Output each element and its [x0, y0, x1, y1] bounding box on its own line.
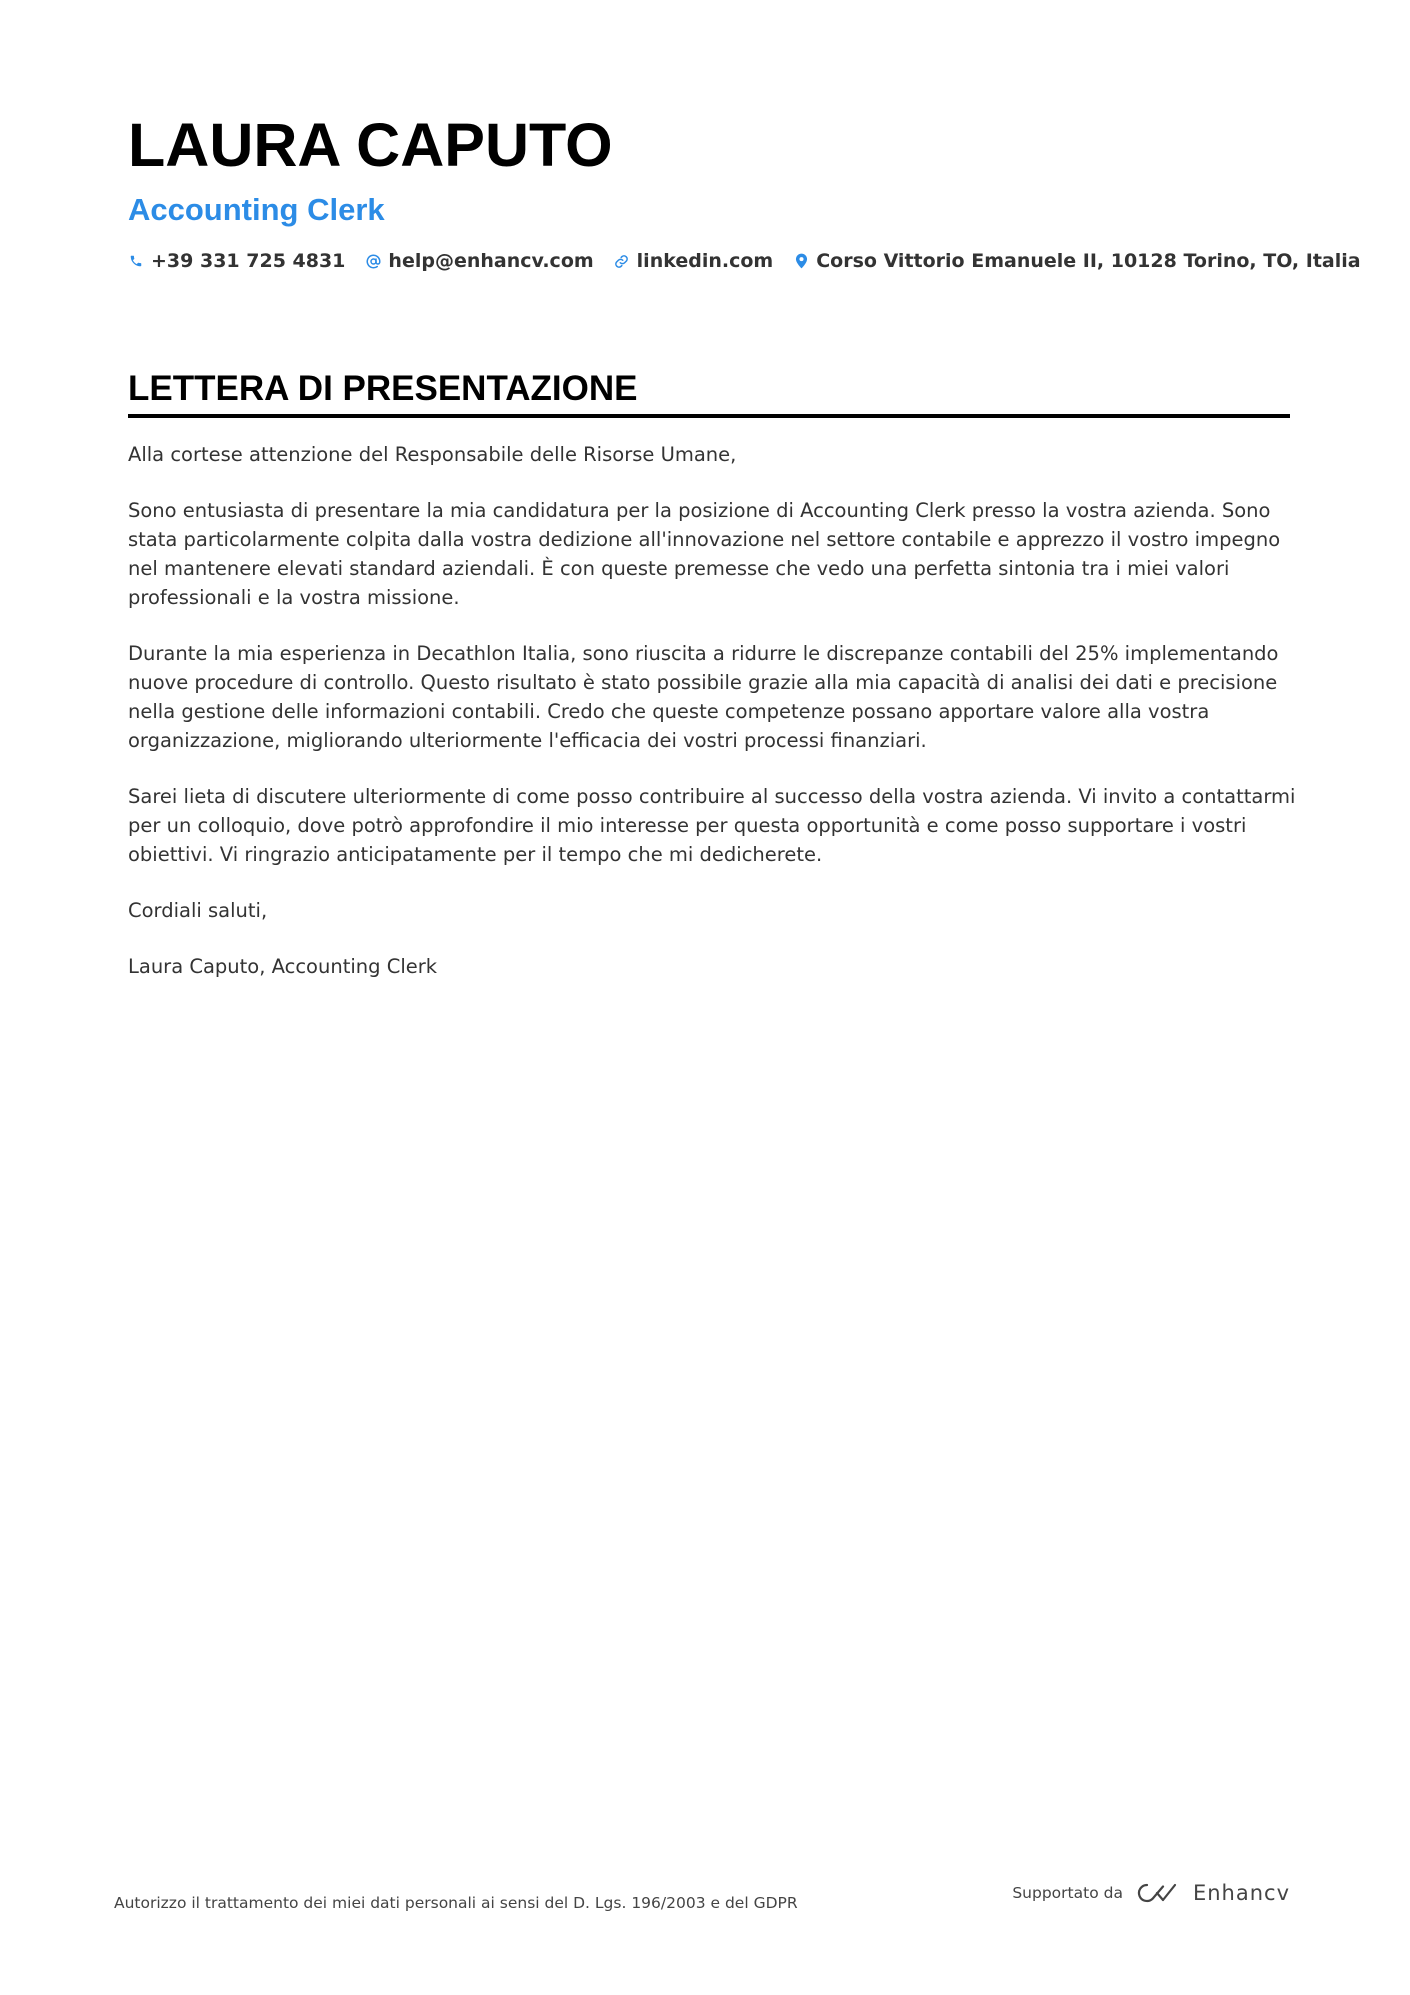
- contact-linkedin: [614, 250, 774, 272]
- candidate-name: LAURA CAPUTO: [128, 111, 613, 179]
- letter-salutation: Alla cortese attenzione del Responsabile delle Risorse Umane,: [128, 443, 737, 466]
- contact-address-text: Corso Vittorio Emanuele II, 10128 Torino, TO, Italia: [816, 250, 1361, 272]
- brand-name[interactable]: Enhancv: [1192, 1881, 1290, 1905]
- letter-paragraph: Sarei lieta di discutere ulteriormente di come posso contribuire al successo della vostra azienda. Vi invito a contattarmi per un colloquio, dove potrò approfondire il mio interesse per questa opportunità e come posso supportare i vostri obiettivi. Vi ringrazio anticipatamente per il tempo che mi dedicherete.: [128, 785, 1296, 866]
- link-icon: [614, 252, 630, 270]
- section-title: LETTERA DI PRESENTAZIONE: [128, 368, 1290, 418]
- contact-email: [365, 250, 593, 272]
- at-icon: [365, 252, 381, 270]
- phone-icon: [128, 252, 144, 270]
- contact-phone-text: +39 331 725 4831: [151, 250, 346, 272]
- letter-closing: Cordiali saluti,: [128, 899, 268, 922]
- footer-consent: Autorizzo il trattamento dei miei dati personali ai sensi del D. Lgs. 196/2003 e del GDPR: [114, 1894, 798, 1912]
- powered-by-label: Supportato da: [1012, 1884, 1123, 1902]
- letter-signature: Laura Caputo, Accounting Clerk: [128, 955, 438, 978]
- letter-paragraph: Durante la mia esperienza in Decathlon Italia, sono riuscita a ridurre le discrepanze contabili del 25% implementando nuove procedure di controllo. Questo risultato è stato possibile grazie alla mia capacità di analisi dei dati e precisione nella gestione delle informazioni contabili. Credo che queste competenze possano apportare valore alla vostra organizzazione, migliorando ulteriormente l'efficacia dei vostri processi finanziari.: [128, 642, 1279, 752]
- contact-phone: [128, 250, 345, 272]
- contact-bar: [128, 250, 1361, 272]
- job-title: Accounting Clerk: [128, 192, 385, 227]
- footer-branding: [1012, 1881, 1290, 1905]
- header: [128, 108, 1361, 272]
- location-pin-icon: [793, 252, 809, 270]
- letter-paragraph: Sono entusiasta di presentare la mia candidatura per la posizione di Accounting Clerk presso la vostra azienda. Sono stata particolarmente colpita dalla vostra dedizione all'innovazione nel settore contabile e apprezzo il vostro impegno nel mantenere elevati standard aziendali. È con queste premesse che vedo una perfetta sintonia tra i miei valori professionali e la vostra missione.: [128, 499, 1281, 609]
- contact-linkedin-text: linkedin.com: [636, 250, 774, 272]
- letter-body: [128, 440, 1298, 1008]
- enhancv-logo-icon: [1135, 1881, 1181, 1905]
- contact-address: [793, 250, 1360, 272]
- contact-email-text: help@enhancv.com: [388, 250, 594, 272]
